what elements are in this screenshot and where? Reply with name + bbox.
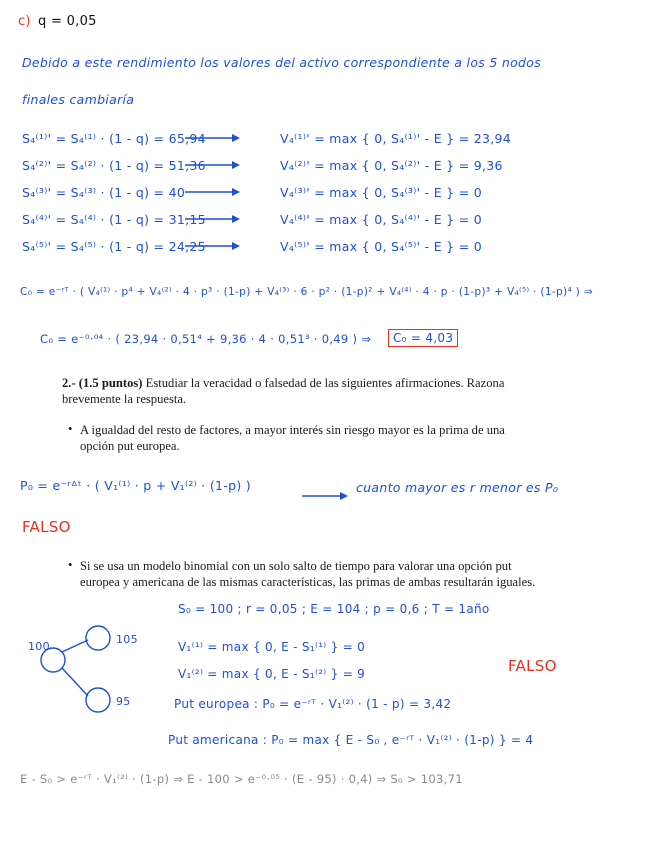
bullet-1-line-1: A igualdad del resto de factores, a mayor interés sin riesgo mayor es la prima de una: [80, 423, 505, 437]
final-inequality-line: E - S₀ > e⁻ʳᵀ · V₁⁽²⁾ · (1-p) ⇒ E - 100 > e⁻⁰·⁰⁵ · (E - 95) · 0,4) ⇒ S₀ > 103,71: [20, 772, 463, 786]
tree-down-node: [86, 688, 110, 712]
c0-result: C₀ = 4,03: [388, 329, 458, 347]
part-c-label: c): [18, 14, 31, 29]
node-3-right: V₄⁽³⁾' = max { 0, S₄⁽³⁾' - E } = 0: [280, 185, 482, 200]
put-europea-line: Put europea : P₀ = e⁻ʳᵀ · V₁⁽²⁾ · (1 - p) = 3,42: [174, 697, 452, 711]
arrow-2-head: [232, 161, 240, 169]
node-1-left: S₄⁽¹⁾' = S₄⁽¹⁾ · (1 - q) = 65,94: [22, 131, 206, 146]
tree-up-label: 105: [116, 633, 138, 646]
arrow-5-head: [232, 242, 240, 250]
p0-arrow-head: [340, 492, 348, 500]
intro-line-2: finales cambiaría: [22, 92, 135, 107]
v1-down-value: V₁⁽²⁾ = max { 0, E - S₁⁽²⁾ } = 9: [178, 667, 366, 681]
tree-root-label: 100: [28, 640, 50, 653]
node-2-right: V₄⁽²⁾' = max { 0, S₄⁽²⁾' - E } = 9,36: [280, 158, 503, 173]
node-3-left: S₄⁽³⁾' = S₄⁽³⁾ · (1 - q) = 40: [22, 185, 186, 200]
put-americana-line: Put americana : P₀ = max { E - S₀ , e⁻ʳᵀ · V₁⁽²⁾ · (1-p) } = 4: [168, 733, 534, 747]
v1-up-value: V₁⁽¹⁾ = max { 0, E - S₁⁽¹⁾ } = 0: [178, 640, 366, 654]
p0-formula: P₀ = e⁻ʳᐞᵗ · ( V₁⁽¹⁾ · p + V₁⁽²⁾ · (1-p) ): [20, 478, 251, 493]
question-2-text: Estudiar la veracidad o falsedad de las siguientes afirmaciones. Razona: [145, 376, 505, 390]
intro-line-1: Debido a este rendimiento los valores del activo correspondiente a los 5 nodos: [22, 55, 542, 70]
c0-calculation: C₀ = e⁻⁰·⁰⁴ · ( 23,94 · 0,51⁴ + 9,36 · 4 · 0,51³ · 0,49 ) ⇒: [40, 332, 372, 346]
question-2-number: 2.-: [62, 376, 76, 390]
bullet-2-line-2: europea y americana de las mismas características, las primas de ambas resultarán iguales.: [80, 575, 536, 589]
node-5-left: S₄⁽⁵⁾' = S₄⁽⁵⁾ · (1 - q) = 24,25: [22, 239, 206, 254]
node-1-right: V₄⁽¹⁾' = max { 0, S₄⁽¹⁾' - E } = 23,94: [280, 131, 512, 146]
node-4-left: S₄⁽⁴⁾' = S₄⁽⁴⁾ · (1 - q) = 31,15: [22, 212, 206, 227]
bullet-2: •: [68, 558, 73, 572]
tree-down-label: 95: [116, 695, 131, 708]
c0-formula: C₀ = e⁻ʳᵀ · ( V₄⁽¹⁾ · p⁴ + V₄⁽²⁾ · 4 · p³ · (1-p) + V₄⁽³⁾ · 6 · p² · (1-p)² + V₄⁽⁴⁾ · 4 · p · (1-p)³ + V₄⁽⁵⁾ · (1-p)⁴ ) ⇒: [20, 286, 593, 298]
part-c-value: q = 0,05: [38, 14, 97, 29]
arrow-1-head: [232, 134, 240, 142]
node-4-right: V₄⁽⁴⁾' = max { 0, S₄⁽⁴⁾' - E } = 0: [280, 212, 482, 227]
tree-down-branch: [62, 668, 88, 696]
p0-note: cuanto mayor es r menor es P₀: [356, 480, 559, 495]
question-2-text-line-2: brevemente la respuesta.: [62, 392, 187, 406]
bullet-1-line-2: opción put europea.: [80, 439, 180, 453]
tree-up-node: [86, 626, 110, 650]
tree-up-branch: [62, 640, 88, 652]
bullet-2-line-1: Si se usa un modelo binomial con un solo salto de tiempo para valorar una opción put: [80, 559, 512, 573]
falso-label-1: FALSO: [22, 518, 71, 536]
arrow-3-head: [232, 188, 240, 196]
node-2-left: S₄⁽²⁾' = S₄⁽²⁾ · (1 - q) = 51,36: [22, 158, 206, 173]
arrow-4-head: [232, 215, 240, 223]
bullet-1: •: [68, 422, 73, 436]
question-2-points: (1.5 puntos): [78, 376, 143, 390]
falso-label-2: FALSO: [508, 657, 557, 675]
parameters-line: S₀ = 100 ; r = 0,05 ; E = 104 ; p = 0,6 ; T = 1año: [178, 602, 490, 616]
node-5-right: V₄⁽⁵⁾' = max { 0, S₄⁽⁵⁾' - E } = 0: [280, 239, 482, 254]
